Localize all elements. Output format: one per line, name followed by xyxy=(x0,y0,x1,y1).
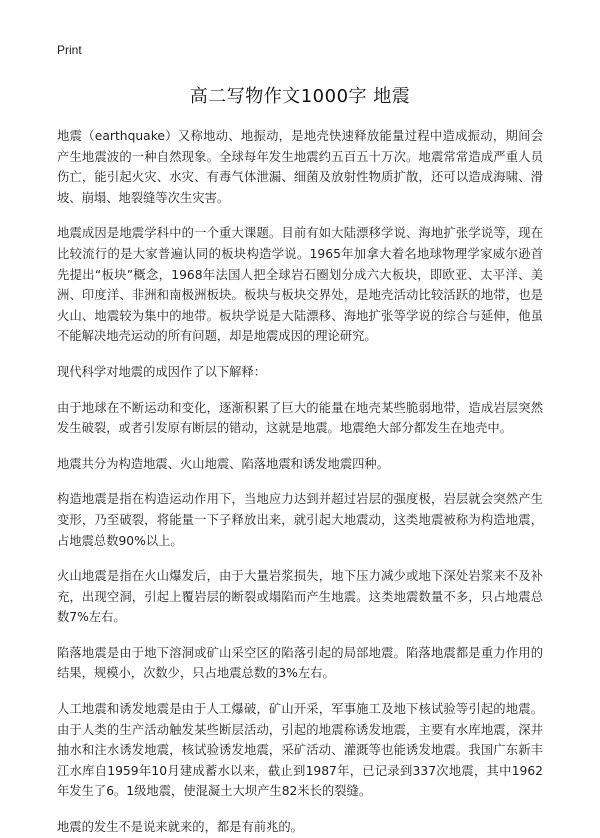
paragraph-collapse: 陷落地震是由于地下溶洞或矿山采空区的陷落引起的局部地震。陷落地震都是重力作用的结果，规模小，次数少，只占地震总数的3%左右。 xyxy=(57,645,543,681)
paragraph-induced: 人工地震和诱发地震是由于人工爆破，矿山开采，军事施工及地下核试验等引起的地震。由于人类的生产活动触发某些断层活动，引起的地震称诱发地震，主要有水库地震，深井抽水和注水诱发地震，核试验诱发地震，采矿活动、灌溉等也能诱发地震。我国广东新丰江水库自1959年10月建成蓄水以来，截止到1987年，已记录到337次地震，其中1962年发生了6。1级地震，使混凝土大坝产生82米长的裂缝。 xyxy=(57,702,543,799)
paragraph-intro: 地震（earthquake）又称地动、地振动，是地壳快速释放能量过程中造成振动，期间会产生地震波的一种自然现象。全球每年发生地震约五百五十万次。地震常常造成严重人员伤亡，能引起火灾、水灾、有毒气体泄漏、细菌及放射性物质扩散，还可以造成海啸、滑坡、崩塌、地裂缝等次生灾害。 xyxy=(57,129,543,205)
document-title: 高二写物作文1000字 地震 xyxy=(189,86,411,107)
paragraph-precursors: 地震的发生不是说来就来的，都是有前兆的。 xyxy=(57,820,303,835)
paragraph-causes: 地震成因是地震学科中的一个重大课题。目前有如大陆漂移学说、海地扩张学说等，现在比较流行的是大家普遍认同的板块构造学说。1965年加拿大着名地球物理学家威尔逊首先提出“板块”概念，1968年法国人把全球岩石圈划分成六大板块，即欧亚、太平洋、美洲、印度洋、非洲和南极洲板块。板块与板块交界处，是地壳活动比较活跃的地带，也是火山、地震较为集中的地带。板块学说是大陆漂移、海地扩张等学说的综合与延伸，他虽不能解决地壳运动的所有问题，却是地震成因的理论研究。 xyxy=(57,226,543,344)
paragraph-crust-energy: 由于地球在不断运动和变化，逐渐积累了巨大的能量在地壳某些脆弱地带，造成岩层突然发生破裂，或者引发原有断层的错动，这就是地震。地震绝大部分都发生在地壳中。 xyxy=(57,400,543,436)
article-body xyxy=(57,126,543,838)
paragraph-modern-explanation: 现代科学对地震的成因作了以下解释： xyxy=(57,364,267,379)
paragraph-tectonic: 构造地震是指在构造运动作用下，当地应力达到并超过岩层的强度极，岩层就会突然产生变形，乃至破裂，将能量一下子释放出来，就引起大地震动，这类地震被称为构造地震，占地震总数90%以上。 xyxy=(57,492,543,548)
print-link[interactable]: Print xyxy=(57,43,82,57)
paragraph-four-types: 地震共分为构造地震、火山地震、陷落地震和诱发地震四种。 xyxy=(57,456,390,471)
paragraph-volcanic: 火山地震是指在火山爆发后，由于大量岩浆损失，地下压力减少或地下深处岩浆来不及补充，出现空洞，引起上覆岩层的断裂或塌陷而产生地震。这类地震数量不多，只占地震总数7%左右。 xyxy=(57,569,543,625)
